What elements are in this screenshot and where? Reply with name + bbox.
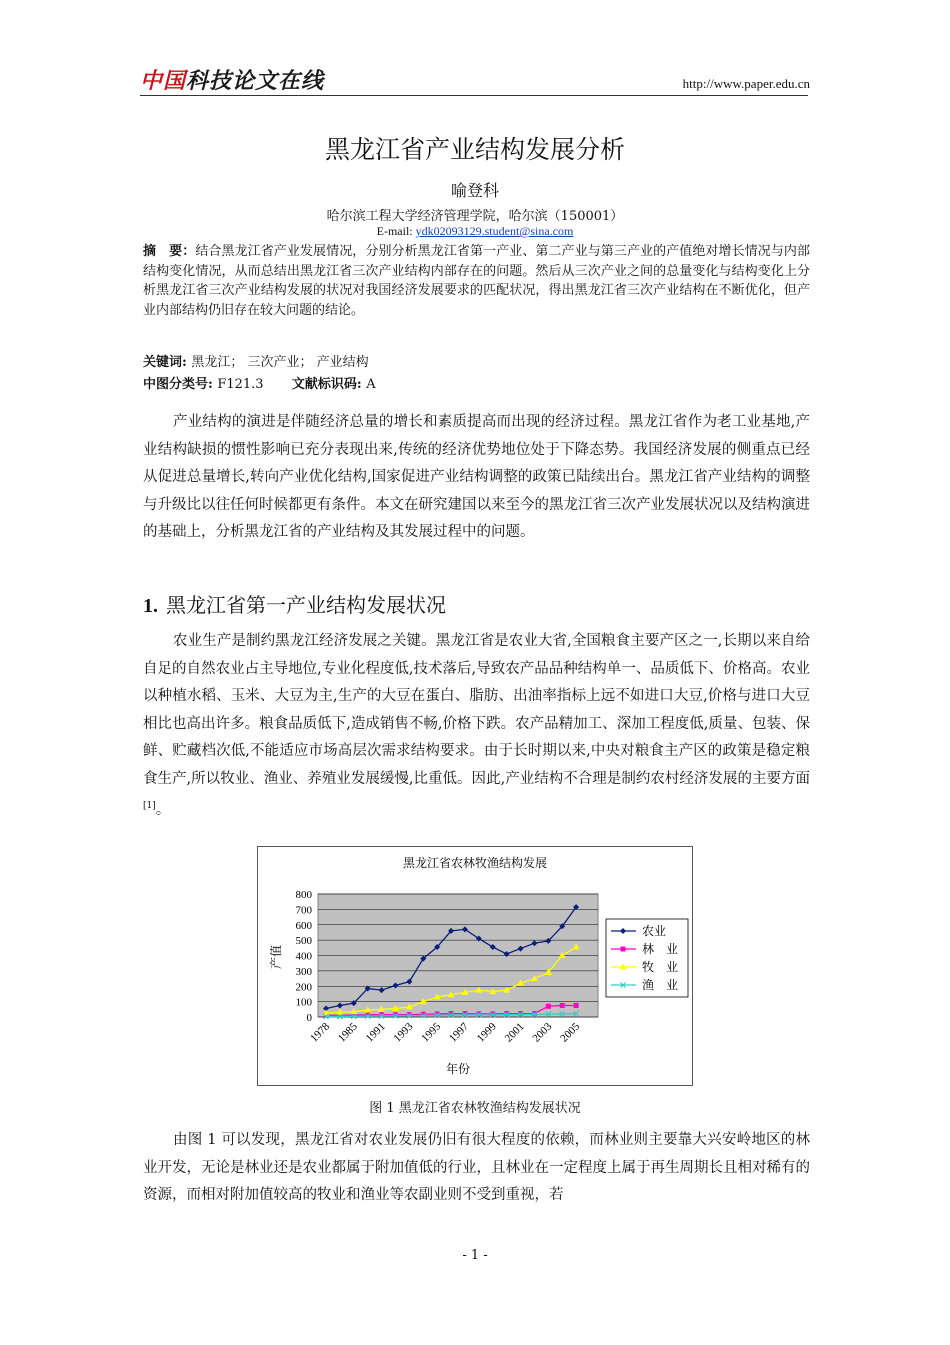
section-1-number: 1. (143, 595, 158, 617)
legend-label-1: 林 业 (642, 942, 679, 956)
x-tick-label-1978: 1978 (308, 1020, 333, 1045)
keywords-text: 黑龙江； 三次产业； 产业结构 (191, 355, 369, 370)
logo-part-red: 中国 (140, 69, 187, 94)
x-tick-label-1995: 1995 (419, 1020, 444, 1045)
y-tick-label-400: 400 (295, 950, 312, 963)
legend-label-0: 农业 (642, 924, 667, 938)
x-tick-label-1993: 1993 (391, 1020, 416, 1045)
y-tick-label-800: 800 (295, 889, 312, 901)
clc-label: 中图分类号: (143, 377, 218, 392)
section-1-text: 农业生产是制约黑龙江经济发展之关键。黑龙江省是农业大省,全国粮食主要产区之一,长期以来自给自足的自然农业占主导地位,专业化程度低,技术落后,导致农产品品种结构单一、品质低下、价格高。农业以种植水稻、玉米、大豆为主,生产的大豆在蛋白、脂肪、出油率指标上远不如进口大豆,价格与进口大豆相比也高出许多。粮食品质低下,造成销售不畅,价格下跌。农产品精加工、深加工程度低,质量、包装、保鲜、贮藏档次低,不能适应市场高层次需求结构要求。由于长时期以来,中央对粮食主产区的政策是稳定粮食生产,所以牧业、渔业、养殖业发展缓慢,比重低。因此,产业结构不合理是制约农村经济发展的主要方面 (143, 633, 810, 787)
chart-title: 黑龙江省农林牧渔结构发展 (402, 856, 548, 870)
x-tick-label-1997: 1997 (447, 1020, 472, 1045)
x-tick-label-2003: 2003 (530, 1020, 555, 1045)
x-tick-label-1985: 1985 (335, 1020, 360, 1045)
abstract-label: 摘 要： (143, 244, 196, 259)
page-number: - 1 - (462, 1248, 488, 1263)
y-tick-label-500: 500 (295, 935, 312, 948)
keywords-line (143, 351, 369, 370)
keywords-label: 关键词: (143, 355, 192, 370)
doc-code-value: A (366, 377, 376, 392)
header-divider (140, 95, 808, 96)
header-url[interactable]: http://www.paper.edu.cn (682, 76, 810, 91)
logo-part-black: 科技论文在线 (186, 69, 325, 94)
email-line (0, 224, 950, 239)
legend-label-2: 牧 业 (642, 960, 679, 974)
figure-caption: 图 1 黑龙江省农林牧渔结构发展状况 (369, 1101, 581, 1116)
paper-author: 喻登科 (450, 181, 499, 200)
abstract (143, 242, 810, 320)
intro-paragraph: 产业结构的演进是伴随经济总量的增长和素质提高而出现的经济过程。黑龙江省作为老工业基地,产业结构缺损的惯性影响已充分表现出来,传统的经济优势地位处于下降态势。我国经济发展的侧重点已经从促进总量增长,转向产业优化结构,国家促进产业结构调整的政策已陆续出台。黑龙江省产业结构的调整与升级比以往任何时候都更有条件。本文在研究建国以来至今的黑龙江省三次产业发展状况以及结构演进的基础上，分析黑龙江省的产业结构及其发展过程中的问题。 (143, 414, 810, 540)
classification-line (143, 373, 376, 392)
y-axis (296, 889, 313, 1024)
data-point-s1-18 (574, 1003, 579, 1008)
journal-logo (140, 64, 324, 95)
x-axis (308, 1020, 583, 1044)
legend-marker-1 (621, 947, 626, 952)
paper-title: 黑龙江省产业结构发展分析 (324, 135, 625, 164)
y-tick-label-600: 600 (295, 919, 312, 932)
legend-label-3: 渔 业 (642, 978, 679, 992)
y-axis-label: 产值 (269, 944, 283, 970)
y-tick-label-0: 0 (306, 1012, 312, 1024)
section-1-paragraph (143, 628, 810, 824)
citation-ref[interactable]: [1] (143, 801, 156, 811)
paper-affiliation: 哈尔滨工程大学经济管理学院，哈尔滨（150001） (326, 209, 624, 224)
data-point-s1-16 (546, 1004, 551, 1009)
section-1-end: 。 (155, 801, 171, 818)
x-tick-label-1999: 1999 (474, 1020, 499, 1045)
abstract-text: 结合黑龙江省产业发展情况，分别分析黑龙江省第一产业、第二产业与第三产业的产值绝对增长情况与内部结构变化情况，从而总结出黑龙江省三次产业结构内部存在的问题。然后从三次产业之间的总量变化与结构变化上分析黑龙江省三次产业结构发展的状况对我国经济发展要求的匹配状况，得出黑龙江省三次产业结构在不断优化，但产业内部结构仍旧存在较大问题的结论。 (143, 244, 810, 318)
y-tick-label-300: 300 (295, 965, 312, 978)
after-figure-paragraph: 由图 1 可以发现，黑龙江省对农业发展仍旧有很大程度的依赖，而林业则主要靠大兴安岭地区的林业开发，无论是林业还是农业都属于附加值低的行业，且林业在一定程度上属于再生周期长且相对稀有的资源，而相对附加值较高的牧业和渔业等农副业则不受到重视，若 (143, 1132, 810, 1203)
y-tick-label-200: 200 (295, 981, 312, 994)
x-tick-label-2001: 2001 (502, 1020, 527, 1045)
x-tick-label-1991: 1991 (363, 1020, 388, 1045)
email-link[interactable]: ydk02093129.student@sina.com (415, 224, 574, 238)
clc-value: F121.3 (217, 377, 264, 392)
chart-svg (258, 847, 692, 1085)
email-label: E-mail: (376, 224, 416, 238)
y-tick-label-100: 100 (295, 996, 312, 1009)
data-point-s1-17 (560, 1003, 565, 1008)
y-tick-label-700: 700 (295, 904, 312, 917)
x-tick-label-2005: 2005 (558, 1020, 583, 1045)
x-axis-label: 年份 (445, 1062, 471, 1076)
figure-1-chart (257, 846, 693, 1086)
section-1-heading (143, 589, 446, 618)
doc-code-label: 文献标识码: (291, 377, 367, 392)
section-1-title: 黑龙江省第一产业结构发展状况 (166, 593, 446, 617)
chart-legend (606, 919, 688, 997)
